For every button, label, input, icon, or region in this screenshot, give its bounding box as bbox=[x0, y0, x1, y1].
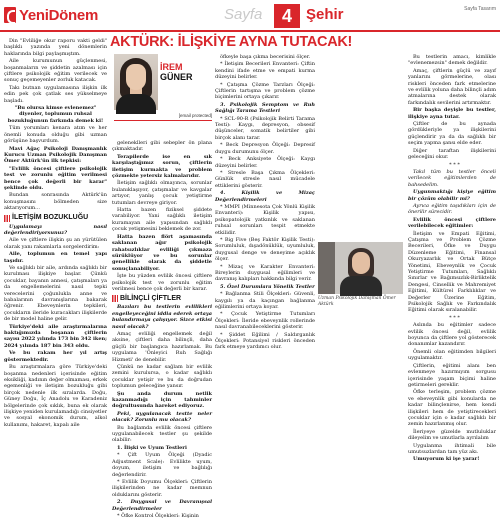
paragraph: Hatta bazen fiziksel şiddete varabiliyor. Yani sağlıklı iletişim kuramayan aile yapısından sağlıklı çocuk yetişmesini beklemek de zor. bbox=[112, 207, 212, 233]
paragraph: Tüm yorumları kenara atım ve her önemli konuda olduğu gibi uzman görüşüne başvurdum. bbox=[4, 125, 107, 145]
section-bars-icon bbox=[112, 295, 118, 302]
list-heading: 4. Kişilik ve Mizaç Değerlendirmeleri bbox=[215, 190, 315, 203]
paragraph: Çiftlerin, eğitimi alanı ben evlenmeye hazırmıyım sorgusu içerisinde yaşam biçimi haline getirmeleri gereklir. bbox=[408, 362, 496, 388]
section-bars-icon bbox=[4, 215, 10, 222]
list-item: * MMPI (Minnesota Çok Yönlü Kişilik Envanteri): Kişilik yapısı, psikopatolojik yatkınlık ve saklanan ruhsal sorunları tespit etmekte etkilidir. bbox=[215, 203, 315, 236]
section-heading-bilincli: BİLİNÇLİ ÇİFTLER bbox=[112, 295, 212, 302]
list-item: * İletişim Becerileri Envanteri: Çiftin kendini ifade etme ve empati kurma düzeyini belirler. bbox=[215, 61, 315, 81]
list-item: * Öfke Kontrol Ölçekleri: Kişinin bbox=[117, 512, 199, 519]
paragraph: İşte bu yüzden evlilik öncesi çiftlere psikolojik test ve zorunlu eğitim verilmesi bence çok değerli bir karar. bbox=[112, 273, 212, 292]
list-item: * Beck Anksiyete Ölçeği: Kaygı düzeyini belirler. bbox=[215, 156, 315, 169]
paragraph: Bundan sonrasında Aktürk'ün konuşmasını bölmeden size aktarıyorum... bbox=[4, 192, 107, 212]
paragraph: Mavi Ağaç Psikoloji Danışmanlık Kurucu Uzman Psikolojik Danışman Ömer Aktürk'ün ilk tepkisi: bbox=[4, 145, 107, 165]
list-item: * Çift Uyum Ölçeği (Dyadic Adjustment Scale): Evlilikte uyum, doyum, iletişim ve bağlılığı değerlendirir. bbox=[112, 452, 212, 478]
paragraph: İletişim sağlıklı olmayınca, sorunlar bulanıklaşıyor, çatışmalar ve kavgalar artıyor, yanlış çocuk yetiştirme tutumları devreye giriyor. bbox=[112, 180, 212, 206]
paragraph: Bu bağlamda evlilik öncesi çiftlere uygulanabilecek testler şu şekilde olabilir: bbox=[112, 424, 212, 444]
paragraph: Bu araştırmalara göre Türkiye'deki boşanma nedenleri içerisinde eğitim eksikliği, kadının değer olmaması, erkek egemenliği ve iletişim bozukluğu gibi birçok nedenle ilk sıralarda. Doğu, Güney Doğu, İç Anadolu ve Karadeniz bölgelerinde çok sıklık, buna ek olarak ilişkiye yeniden kurulamadığı cinsiyetler ve sosyal ekonomik durum, alkol kullanımı, hakaret, kapalı aile bbox=[4, 364, 107, 428]
paragraph: Amaç, çiftlerin güçlü ve zayıf yanlarını görmelerine, olası riskleri önceden fark etmelerine ve evlilik yoluna daha bilinçli adım atmalarına destek olarak farkındalık sevilerini artırmaktır. bbox=[408, 67, 496, 106]
section-heading-iletisim: İLETİŞİM BOZUKLUĞU bbox=[4, 215, 107, 222]
column-3 bbox=[215, 54, 315, 496]
paragraph: öfkeyle başa çıkma becerisini ölçer. bbox=[220, 54, 311, 60]
paragraph: İletişim ve Empati Eğitimi, Çatışma ve Problem Çözme Becerileri, Öfke ve Duygu Düzenleme Eğitimi, Finansal Okuryazarlık ve Ortak Bütçe Yönetimi, Ebeveynlik ve Çocuk Yetiştirme Tutumları, Sağlıklı Sınırlar ve Bağımsızlık-Birliktelik Dengesi, Cinsellik ve Mahremiyet Eğitimi, Kültürel Farklılıklar ve Değerler Üzerine Eğitim, Psikolojik Sağlık ve Farkındalık Eğitimi olarak sıralanabilir. bbox=[408, 230, 496, 314]
page-header bbox=[0, 0, 500, 30]
paragraph: Aile, toplumun en temel yapı taşıdır. bbox=[4, 251, 107, 264]
column-2 bbox=[112, 140, 212, 519]
list-item: * Evlilik Doyumu Ölçekleri: Çiftlerin ilişkilerinden ne kadar memnun olduklarını gösterir. bbox=[112, 478, 212, 498]
list-item: * Çocuk Yetiştirme Tutumları Ölçekleri: İleride ebeveynlik rollerinde nasıl davranabileceklerini gösterir. bbox=[215, 311, 315, 331]
paragraph: Takı butnan uygulamasına ilişkin ilk edin pek çok çatlak ses yükselmeye başladı. bbox=[4, 84, 107, 104]
question: Uygunmaktığı kişiye eğitim bir çözüm olabilir mi? bbox=[408, 189, 496, 202]
header-tag: Sayfa Tasarım bbox=[464, 6, 496, 12]
section-name: Şehir bbox=[306, 6, 344, 23]
paragraph: Ve bu rakam her yıl artış göstermektedir. bbox=[4, 350, 107, 363]
question: Uygulamayı nasıl değerlendiriyorsunuz? bbox=[4, 223, 107, 236]
paragraph: Evlilik öncesi çiftlere verilebilecek eğitimler: bbox=[408, 216, 496, 230]
list-heading: 1. İlişki ve Uyum Testleri bbox=[117, 444, 187, 451]
paragraph: Önemli olan eğitimden bilgileri uygulamaktır. bbox=[408, 348, 496, 362]
paragraph: Uygulanma ihtimali bile umutsuzlardan tam yüz akı. bbox=[408, 442, 496, 455]
paragraph: Aile kurumunun güçlenmesi, boşanmaların ve şiddetin azalması için çiftlere psikolojik eğitim verilecek ve sonuç geçemeyenler zorluk katacak. bbox=[4, 58, 107, 84]
paragraph: Takıl tüm bu testler önceli verilecek eğitimlerden de bahsedelim. bbox=[408, 168, 496, 188]
paragraph: Ve sağlıklı bir aile, ardında sağlıklı bir kurulması ilişkiye başlar. Çünkü çocuklar, bayanın annesi, çatışmaları ya da engellemelerini nasıl tepki verecelerini çoğunlukla anne ve babalarının davranışlarına bakarak öğrenir. Ebeveynlerin tepkileri, çocukların ileride kuracakları ilişkilerde de bir model haline gelir. bbox=[4, 265, 107, 323]
column-1 bbox=[4, 38, 107, 496]
logo-text: YeniDönem bbox=[19, 6, 98, 24]
paragraph: Bu testlerin amacı, kimlikle "evlenemezsin" demek değildir. bbox=[408, 54, 496, 67]
list-item: * Stresle Başa Çıkma Ölçekleri: Günlük stresle nasıl mücadele ettiklerini gösterir. bbox=[215, 169, 315, 189]
list-heading: 5. Özel Durumlara Yönelik Testler bbox=[220, 283, 315, 290]
sayfa-label: Sayfa bbox=[224, 6, 263, 23]
paragraph: Umuyorum ki işe yarar! bbox=[413, 456, 480, 463]
newspaper-logo[interactable] bbox=[4, 5, 98, 25]
question: Bazıları bu testlerin evlilikleri engelleyeceğini iddia ederek ortaya bulandırmaya çalışıyor. Sizce etkisi nasıl olacak? bbox=[112, 304, 212, 330]
page-number: 4 bbox=[274, 4, 300, 28]
paragraph: Din "Evliliğe okur raporu vakti geldi" başlıklı yazında yeni dönemlerin haklarında bilgi paylaşmıştım. bbox=[4, 38, 107, 57]
author-email[interactable]: [email protected] bbox=[178, 113, 212, 118]
list-heading: 3. Psikolojik Semptom ve Ruh Sağlığı Tarama Testleri bbox=[215, 101, 315, 115]
separator: * * * bbox=[449, 161, 460, 168]
author-name: İREM GÜNER bbox=[160, 62, 193, 82]
paragraph: Çiftler de bu aynada gördükleriyle ya ilişkilerini güçlendirir ya da da sağlıklı bir seçim yapma şansı elde eder. bbox=[408, 121, 496, 147]
paragraph: Hatta bazen flört aşamasında saklanan ağır psikolojik rahatsızlıklar evliliği çıkmaza sürüklüyor ve bu sorunlar genellikle olarak da şiddetle sonuçlanabiliyor. bbox=[112, 233, 212, 272]
list-item: * Şiddet Eğilimi / Saldırganlık Ölçekleri: Potansiyel riskleri önceden fark etmeye yardımcı olur. bbox=[215, 331, 315, 351]
author-photo bbox=[114, 54, 158, 110]
author-divider bbox=[114, 120, 212, 121]
interviewee-photo bbox=[318, 242, 403, 294]
paragraph: "Evlilik öncesi çiftlere psikolojik test ve zorunlu eğitim verilmesi bence çok değerli bir karar" şeklinde oldu. bbox=[4, 165, 107, 191]
header-right bbox=[200, 4, 500, 28]
list-item: * Mizaç ve Karakter Envanteri: Bireylerin duygusal eğilimleri ve davranış kalıpları hakkında bilgi verir. bbox=[215, 263, 315, 283]
list-item: * SCL-90-R (Psikolojik Belirti Tarama Testi): Kaygı, depresyon, obsesif düşünceler, somatik belirtiler gibi birçok alanı tarar. bbox=[215, 115, 315, 141]
header-rule bbox=[0, 30, 500, 32]
paragraph: Diğer taraftan ilişkilerini geleceğini okur. bbox=[408, 147, 496, 161]
column-4 bbox=[408, 54, 496, 496]
list-heading: 2. Duygusal ve Davranışsal Değerlendirmeler bbox=[112, 499, 212, 512]
separator: * * * bbox=[449, 314, 460, 321]
list-item: * Bağlanma Stili Ölçekleri: Güvenli, kaygılı ya da kaçıngan bağlanma eğilimlerini ortaya koyar. bbox=[215, 291, 315, 311]
logo-mark-icon bbox=[4, 7, 16, 23]
question: Peki, uygulanacak testte neler olacak? Zorunlu mu olacak? bbox=[112, 410, 212, 424]
list-item: * Çatışma Çözme Tarzları Ölçeği: Çiftlerin tartışma ve problem çözme biçimlerini ortaya çıkarır. bbox=[215, 81, 315, 101]
list-item: * Beck Depresyon Ölçeği: Depresif duygu durumunu ölçer. bbox=[215, 142, 315, 155]
paragraph: Şu anda durum netlik kazanmadığı için tahminler doğrultusunda hareket ediyoruz. bbox=[112, 390, 212, 410]
paragraph: Bir başka deyişle bu testler, ilişkiye ayna tutar. bbox=[408, 107, 496, 120]
paragraph: Aslında bu eğitimler sadece evlilik öncesi değil, evlilik boyunca da çiftlere yol gösterecek donanımlar kazandırır. bbox=[408, 322, 496, 348]
list-item: * Big Five (Beş Faktör Kişilik Testi): Sorumluluk, dışadönüklük, uyumluluk, duygusal denge ve deneyime açıklık ölçer. bbox=[215, 236, 315, 263]
paragraph: İleriyeye güzelde mutluluklar dileyelim ve umutlarla ayrılalım bbox=[408, 428, 496, 442]
paragraph: Terapilerde ise en sık karşılaştığımız sorun, çiftlerin iletişim kurmakta ve problem çözmekte yetersiz kalmalarıdır. bbox=[112, 153, 212, 180]
paragraph: Türkiye'deki aile araştırmalarına baktığımızda boşanan çiftlerin sayısı 2022 yılında 173 bin 342 iken; 2024 yılında 187 bin 343 oldu. bbox=[4, 323, 107, 349]
paragraph: geleneklleri gibi sebepler ön plana çıkmaktadır. bbox=[112, 140, 212, 153]
paragraph: Aile ve çiftlere ilişkin şu an yürütülen olarak yanı rakamlarla sorgelerdirim: bbox=[4, 237, 107, 250]
paragraph: Öfke terleşim, problem çözme ve ebeveynlik gibi konularda ne kadar bilinçlenirse, hem kendi ilişkileri hem de yetiştirecekleri çocuklar için o kadar sağlıklı bir zemin hazırlanmış olur. bbox=[408, 389, 496, 428]
paragraph: Çünkü ne kadar sağlam bir evlilik zemini kurulursa, o kadar sağlıklı çocuklar yetişir ve bu da doğrudan toplumun geleceğine yansır. bbox=[112, 364, 212, 390]
paragraph: "Bu olursa kimse evlenemez" diyenler, toplumun ruhsal bozukluğunun farkında demek ki! bbox=[7, 105, 104, 124]
photo-caption: Uzman Psikolojik Danışman Ömer Aktürk bbox=[318, 296, 396, 307]
paragraph: Amaç evliliği engellemek değil aksine, çiftleri daha bilinçli, daha güçlü bir başlangıca hazırlamak. Bu uygulama 'Önleyici Ruh Sağlığı Hizmeti' de denebilir. bbox=[112, 330, 212, 363]
paragraph: Ayrıca eğitim taşıdıkları için de önerilir sürecidir. bbox=[408, 202, 496, 216]
author-box bbox=[112, 54, 212, 138]
article-title: AKTÜRK: İLİŞKİYE AYNA TUTACAK! bbox=[110, 34, 353, 50]
